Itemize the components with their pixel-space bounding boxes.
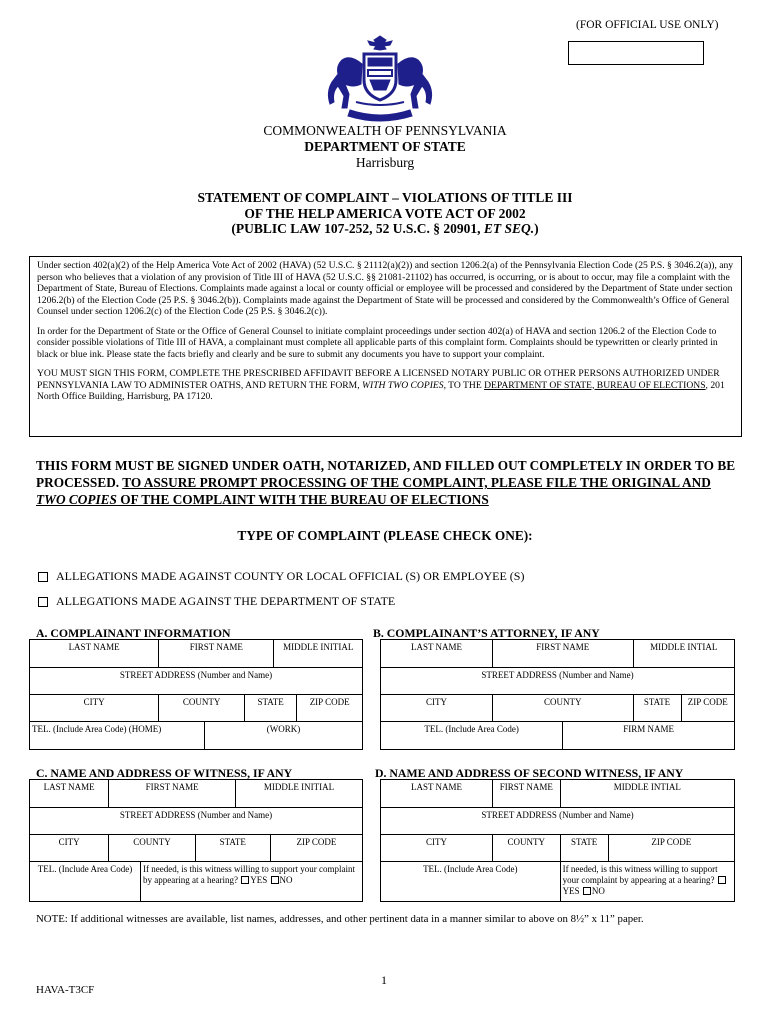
second-witness-city-field[interactable]: CITY	[381, 835, 493, 862]
instructions-paragraph-2: In order for the Department of State or the Office of General Counsel to initiate complaint proceedings under section 402(a) of HAVA and section 1206.2 of the Election Code to consider possible violations of Title III of HAVA, a complainant must complete all applicable parts of this complaint form. Complaints should be typewritten or clearly printed in black or blue ink. Please state the facts briefly and clearly and be sure to submit any documents you have to support your complaint.	[37, 325, 718, 360]
official-use-box[interactable]	[568, 41, 704, 65]
second-witness-street-address-field[interactable]: STREET ADDRESS (Number and Name)	[381, 808, 735, 835]
witness-city-field[interactable]: CITY	[30, 835, 109, 862]
city-field[interactable]: CITY	[30, 695, 159, 722]
second-witness-table	[380, 779, 735, 902]
second-witness-phone-field[interactable]: TEL. (Include Area Code)	[381, 862, 561, 902]
attorney-first-name-field[interactable]: FIRST NAME	[493, 640, 634, 668]
home-phone-field[interactable]: TEL. (Include Area Code) (HOME)	[30, 722, 205, 750]
form-title	[0, 190, 770, 237]
official-use-label: (FOR OFFICIAL USE ONLY)	[576, 19, 719, 31]
instructions-paragraph-3: YOU MUST SIGN THIS FORM, COMPLETE THE PRESCRIBED AFFIDAVIT BEFORE A LICENSED NOTARY PUBLIC OR OTHER PERSONS AUTHORIZED UNDER PENNSYLVANIA LAW TO ADMINISTER OATHS, AND RETURN THE FORM, WITH TWO COPIES, TO THE DEPARTMENT OF STATE, BUREAU OF ELECTIONS, 201 North Office Building, Harrisburg, PA 17120.	[37, 368, 725, 402]
witness-zip-code-field[interactable]: ZIP CODE	[270, 835, 362, 862]
attorney-street-address-field[interactable]: STREET ADDRESS (Number and Name)	[381, 668, 735, 695]
attorney-firm-name-field[interactable]: FIRM NAME	[563, 722, 735, 750]
second-witness-state-field[interactable]: STATE	[560, 835, 608, 862]
witness-phone-field[interactable]: TEL. (Include Area Code)	[30, 862, 141, 902]
witness-county-field[interactable]: COUNTY	[109, 835, 195, 862]
attorney-county-field[interactable]: COUNTY	[493, 695, 634, 722]
attorney-last-name-field[interactable]: LAST NAME	[381, 640, 493, 668]
witness-first-name-field[interactable]: FIRST NAME	[109, 780, 236, 808]
instructions-paragraph-1: Under section 402(a)(2) of the Help America Vote Act of 2002 (HAVA) (52 U.S.C. § 21112(a)(2)) and section 1206.2(a) of the Pennsylvania Election Code (25 P.S. § 3046.2(a)), any person who believes that a violation of any provision of Title III of HAVA (52 U.S.C. §§ 21081-21102) has occurred, is occurring, or is about to occur, may file a complaint with the Department of State, Bureau of Elections. Complaints made against a local or county official or employee will be processed and considered by the Department of State under section 1206.2(b) of the Election Code (25 P.S. § 3046.2(b)). Complaints made against the Department of State will be processed and considered by the Commonwealth’s Office of General Counsel under section 1206.2(c) of the Election Code (25 P.S. § 3046.2(c)).	[37, 260, 734, 317]
witness-no-checkbox[interactable]	[271, 876, 279, 884]
second-witness-first-name-field[interactable]: FIRST NAME	[493, 780, 561, 808]
attorney-middle-initial-field[interactable]: MIDDLE INTIAL	[633, 640, 735, 668]
work-phone-field[interactable]: (WORK)	[205, 722, 363, 750]
second-witness-no-checkbox[interactable]	[583, 887, 591, 895]
attorney-zip-code-field[interactable]: ZIP CODE	[681, 695, 735, 722]
witness-middle-initial-field[interactable]: MIDDLE INITIAL	[236, 780, 363, 808]
county-field[interactable]: COUNTY	[159, 695, 245, 722]
section-a-title: A. COMPLAINANT INFORMATION	[36, 626, 231, 640]
section-c-title: C. NAME AND ADDRESS OF WITNESS, IF ANY	[36, 766, 293, 780]
attorney-phone-field[interactable]: TEL. (Include Area Code)	[381, 722, 563, 750]
title-line-1: STATEMENT OF COMPLAINT – VIOLATIONS OF TITLE III	[197, 190, 573, 205]
witness-hearing-question: If needed, is this witness willing to support your complaint by appearing at a hearing? YES NO	[141, 862, 363, 902]
witness-yes-checkbox[interactable]	[241, 876, 249, 884]
option-department-label: ALLEGATIONS MADE AGAINST THE DEPARTMENT OF STATE	[56, 594, 396, 608]
second-witness-county-field[interactable]: COUNTY	[493, 835, 561, 862]
last-name-field[interactable]: LAST NAME	[30, 640, 159, 668]
section-b-title: B. COMPLAINANT’S ATTORNEY, IF ANY	[373, 626, 600, 640]
instructions-box	[29, 256, 742, 437]
middle-initial-field[interactable]: MIDDLE INITIAL	[274, 640, 363, 668]
title-line-3: (PUBLIC LAW 107-252, 52 U.S.C. § 20901, ET SEQ.)	[231, 221, 539, 236]
attorney-table	[380, 639, 735, 750]
second-witness-middle-initial-field[interactable]: MIDDLE INTIAL	[560, 780, 734, 808]
witness-state-field[interactable]: STATE	[195, 835, 270, 862]
section-d-title: D. NAME AND ADDRESS OF SECOND WITNESS, IF ANY	[375, 766, 684, 780]
checkbox-department[interactable]	[38, 597, 48, 607]
complainant-table	[29, 639, 363, 750]
option-department[interactable]	[38, 594, 395, 609]
second-witness-hearing-question: If needed, is this witness willing to support your complaint by appearing at a hearing? YES NO	[560, 862, 734, 902]
street-address-field[interactable]: STREET ADDRESS (Number and Name)	[30, 668, 363, 695]
department-heading: DEPARTMENT OF STATE	[304, 139, 466, 154]
commonwealth-heading: COMMONWEALTH OF PENNSYLVANIA	[263, 123, 507, 138]
witness-last-name-field[interactable]: LAST NAME	[30, 780, 109, 808]
page-number: 1	[381, 973, 387, 987]
attorney-city-field[interactable]: CITY	[381, 695, 493, 722]
title-line-2: OF THE HELP AMERICA VOTE ACT OF 2002	[244, 205, 526, 221]
second-witness-yes-checkbox[interactable]	[718, 876, 726, 884]
zip-code-field[interactable]: ZIP CODE	[297, 695, 363, 722]
first-name-field[interactable]: FIRST NAME	[159, 640, 274, 668]
checkbox-county-local[interactable]	[38, 572, 48, 582]
city-heading: Harrisburg	[355, 155, 415, 170]
state-field[interactable]: STATE	[245, 695, 297, 722]
oath-notice: THIS FORM MUST BE SIGNED UNDER OATH, NOTARIZED, AND FILLED OUT COMPLETELY IN ORDER TO BE PROCESSED. TO ASSURE PROMPT PROCESSING OF THE COMPLAINT, PLEASE FILE THE ORIGINAL AND TWO COPIES OF THE COMPLAINT WITH THE BUREAU OF ELECTIONS	[36, 458, 736, 507]
witness-table	[29, 779, 363, 902]
witness-street-address-field[interactable]: STREET ADDRESS (Number and Name)	[30, 808, 363, 835]
pennsylvania-coat-of-arms-icon	[316, 34, 444, 122]
second-witness-last-name-field[interactable]: LAST NAME	[381, 780, 493, 808]
second-witness-zip-code-field[interactable]: ZIP CODE	[608, 835, 734, 862]
additional-witnesses-note: NOTE: If additional witnesses are available, list names, addresses, and other pertinent data in a manner similar to above on 8½” x 11” paper.	[36, 913, 644, 925]
option-county-local[interactable]	[38, 569, 524, 584]
complaint-type-heading: TYPE OF COMPLAINT (PLEASE CHECK ONE):	[237, 528, 533, 543]
attorney-state-field[interactable]: STATE	[633, 695, 681, 722]
option-county-local-label: ALLEGATIONS MADE AGAINST COUNTY OR LOCAL OFFICIAL (S) OR EMPLOYEE (S)	[56, 569, 525, 583]
form-id: HAVA-T3CF	[36, 984, 95, 996]
